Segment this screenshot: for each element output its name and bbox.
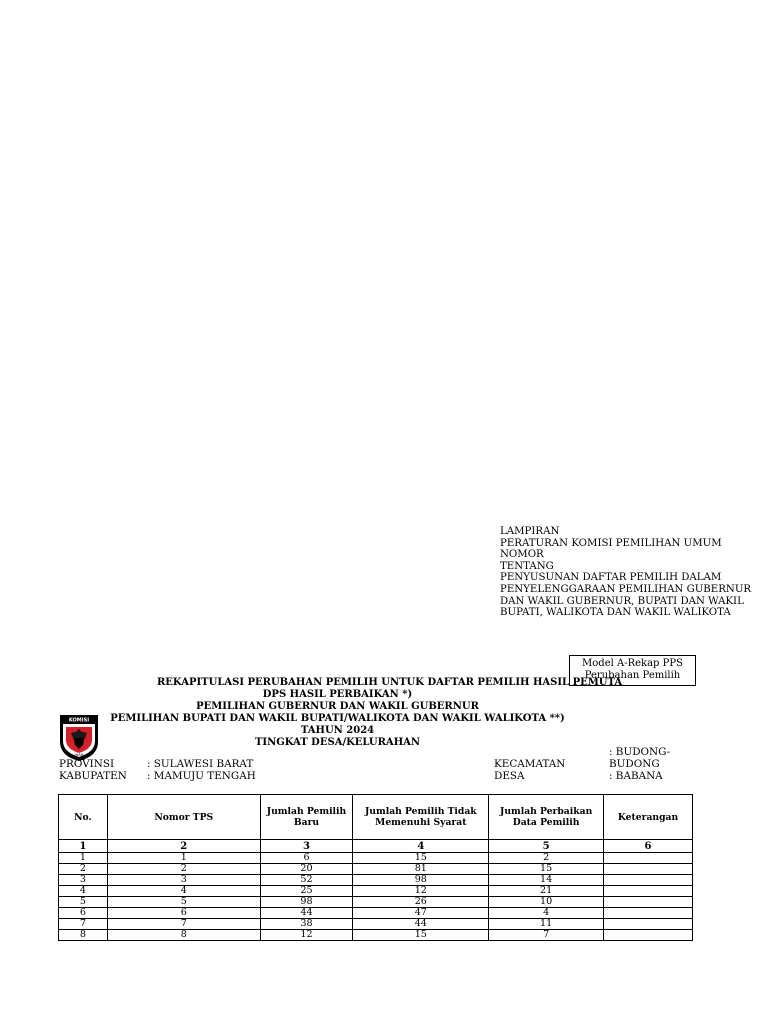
lampiran-line: TENTANG bbox=[500, 560, 554, 572]
table-cell bbox=[604, 864, 693, 875]
table-cell: 98 bbox=[260, 897, 353, 908]
provinsi-value: : SULAWESI BARAT bbox=[147, 758, 254, 770]
table-row bbox=[59, 875, 693, 886]
column-number-row bbox=[59, 840, 693, 853]
table-cell: 8 bbox=[59, 930, 108, 941]
table-row bbox=[59, 930, 693, 941]
table-cell: 3 bbox=[107, 875, 260, 886]
table-cell: 12 bbox=[260, 930, 353, 941]
column-number: 3 bbox=[260, 840, 353, 853]
table-row bbox=[59, 897, 693, 908]
table-cell: 6 bbox=[59, 908, 108, 919]
title-line-2: DPS HASIL PERBAIKAN *) bbox=[262, 689, 413, 700]
table-row bbox=[59, 908, 693, 919]
model-line-2: Perubahan Pemilih bbox=[584, 670, 681, 681]
table-cell: 15 bbox=[353, 930, 489, 941]
table-cell: 2 bbox=[59, 864, 108, 875]
column-number: 1 bbox=[59, 840, 108, 853]
kecamatan-value-2: BUDONG bbox=[609, 758, 660, 770]
table-cell bbox=[604, 908, 693, 919]
table-cell bbox=[604, 875, 693, 886]
table-cell: 10 bbox=[489, 897, 604, 908]
table-cell: 81 bbox=[353, 864, 489, 875]
table-row bbox=[59, 919, 693, 930]
kpu-logo bbox=[57, 712, 101, 762]
column-number: 5 bbox=[489, 840, 604, 853]
recap-table bbox=[58, 794, 693, 941]
table-cell: 14 bbox=[489, 875, 604, 886]
table-cell: 38 bbox=[260, 919, 353, 930]
document-title bbox=[110, 677, 623, 749]
header-nomor-tps: Nomor TPS bbox=[107, 795, 260, 840]
table-cell: 5 bbox=[107, 897, 260, 908]
desa-value: : BABANA bbox=[609, 770, 663, 782]
logo-text-bottom: IHAN bbox=[74, 753, 84, 757]
table-cell: 4 bbox=[59, 886, 108, 897]
header-no: No. bbox=[59, 795, 108, 840]
table-cell: 98 bbox=[353, 875, 489, 886]
kabupaten-label: KABUPATEN bbox=[59, 770, 127, 782]
table-cell: 12 bbox=[353, 886, 489, 897]
table-cell: 7 bbox=[107, 919, 260, 930]
table-cell bbox=[604, 897, 693, 908]
column-number: 2 bbox=[107, 840, 260, 853]
kecamatan-label: KECAMATAN bbox=[494, 758, 566, 770]
table-row bbox=[59, 886, 693, 897]
lampiran-line: DAN WAKIL GUBERNUR, BUPATI DAN WAKIL bbox=[500, 595, 744, 607]
table-cell: 44 bbox=[260, 908, 353, 919]
table-cell: 11 bbox=[489, 919, 604, 930]
lampiran-line: BUPATI, WALIKOTA DAN WAKIL WALIKOTA bbox=[500, 607, 731, 619]
kecamatan-value-1: : BUDONG- bbox=[609, 746, 671, 758]
table-cell bbox=[604, 919, 693, 930]
table-cell: 2 bbox=[107, 864, 260, 875]
lampiran-line: LAMPIRAN bbox=[500, 526, 560, 537]
title-line-4: PEMILIHAN BUPATI DAN WAKIL BUPATI/WALIKOTA DAN WAKIL WALIKOTA **) bbox=[110, 713, 565, 724]
lampiran-line: PENYELENGGARAAN PEMILIHAN GUBERNUR bbox=[500, 583, 752, 595]
title-line-5: TAHUN 2024 bbox=[300, 725, 375, 736]
lampiran-block bbox=[500, 526, 752, 619]
table-cell: 15 bbox=[489, 864, 604, 875]
table-cell: 20 bbox=[260, 864, 353, 875]
provinsi-label: PROVINSI bbox=[59, 758, 115, 770]
table-cell: 4 bbox=[107, 886, 260, 897]
header-perbaikan-data: Jumlah Perbaikan Data Pemilih bbox=[489, 795, 604, 840]
table-cell: 44 bbox=[353, 919, 489, 930]
table-row bbox=[59, 864, 693, 875]
lampiran-line: PENYUSUNAN DAFTAR PEMILIH DALAM bbox=[500, 572, 722, 584]
kabupaten-value: : MAMUJU TENGAH bbox=[147, 770, 256, 782]
table-cell: 6 bbox=[260, 853, 353, 864]
header-tidak-memenuhi-syarat: Jumlah Pemilih Tidak Memenuhi Syarat bbox=[353, 795, 489, 840]
title-line-3: PEMILIHAN GUBERNUR DAN WAKIL GUBERNUR bbox=[196, 701, 479, 712]
title-line-6: TINGKAT DESA/KELURAHAN bbox=[254, 737, 421, 748]
lampiran-line: PERATURAN KOMISI PEMILIHAN UMUM bbox=[500, 537, 722, 549]
table-cell bbox=[604, 853, 693, 864]
table-row bbox=[59, 853, 693, 864]
table-header-row bbox=[59, 795, 693, 840]
header-pemilih-baru: Jumlah Pemilih Baru bbox=[260, 795, 353, 840]
kpu-logo-icon bbox=[57, 712, 101, 762]
table-cell: 15 bbox=[353, 853, 489, 864]
table-cell bbox=[604, 886, 693, 897]
desa-label: DESA bbox=[494, 770, 525, 782]
table-cell: 5 bbox=[59, 897, 108, 908]
lampiran-line: NOMOR bbox=[500, 549, 544, 561]
table-cell: 1 bbox=[59, 853, 108, 864]
table-cell: 21 bbox=[489, 886, 604, 897]
table-cell: 1 bbox=[107, 853, 260, 864]
table-cell: 52 bbox=[260, 875, 353, 886]
model-line-1: Model A-Rekap PPS bbox=[582, 658, 683, 669]
table-cell: 8 bbox=[107, 930, 260, 941]
table-cell: 26 bbox=[353, 897, 489, 908]
column-number: 4 bbox=[353, 840, 489, 853]
title-line-1: REKAPITULASI PERUBAHAN PEMILIH UNTUK DAFTAR PEMILIH HASIL PEMUTA bbox=[157, 677, 623, 688]
table-cell: 6 bbox=[107, 908, 260, 919]
table-cell bbox=[604, 930, 693, 941]
table-cell: 7 bbox=[489, 930, 604, 941]
table-cell: 2 bbox=[489, 853, 604, 864]
table-cell: 47 bbox=[353, 908, 489, 919]
column-number: 6 bbox=[604, 840, 693, 853]
provinsi-label-wrap bbox=[59, 759, 114, 769]
table-cell: 3 bbox=[59, 875, 108, 886]
header-keterangan: Keterangan bbox=[604, 795, 693, 840]
table-cell: 7 bbox=[59, 919, 108, 930]
logo-text-top: KOMISI bbox=[68, 717, 90, 724]
table-cell: 4 bbox=[489, 908, 604, 919]
table-cell: 25 bbox=[260, 886, 353, 897]
